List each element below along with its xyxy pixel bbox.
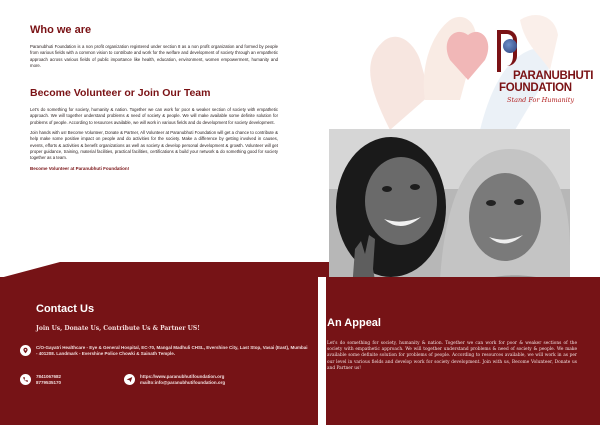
send-icon <box>124 374 135 385</box>
logo-wordmark <box>499 70 593 94</box>
phone-number-2[interactable]: 8779535170 <box>36 380 62 385</box>
appeal-text: Let's do something for society, humanity & nation. Together we can work for poor & weaker sections of the society with empathetic approach. We will together understand problems & need of society & people. We make available some definite solution for problems of people. According to resources available, we will work in as per our level in various fields and develop work for society development. Join with us, Become Volunteer, Donate us and Partner us! <box>327 341 577 371</box>
appeal-heading: An Appeal <box>327 317 381 329</box>
contact-heading: Contact Us <box>36 303 95 315</box>
web-links <box>140 374 225 386</box>
phone-numbers <box>36 374 61 386</box>
address-row <box>20 345 310 357</box>
phone-row <box>20 374 61 386</box>
foundation-logo <box>497 30 594 104</box>
web-row <box>124 374 225 386</box>
phone-number-1[interactable]: 7841067682 <box>36 374 62 379</box>
phone-icon <box>20 374 31 385</box>
volunteer-text-1: Let's do something for society, humanity & nation. Together we can work for poor & weaker section of society with empathetic approach. We will together understand problems & need of society & people. We will make available some definite solution for problems of people. According to resources available, we will work in various fields and do development for society development. <box>30 107 278 125</box>
left-content-column <box>30 24 278 171</box>
logo-tagline: Stand For Humanity <box>507 96 575 104</box>
logo-line-2: FOUNDATION <box>499 82 572 94</box>
website-link[interactable]: https://www.paranubhutifoundation.org <box>140 374 225 379</box>
volunteer-text-2: Join hands with us! Become Volunteer, Donate & Partner, All Volunteer at Paranubhuti Foundation will get a chance to contribute & help make some positive impact on people and do activities for the society. Make a difference by getting involved in causes, events, efforts & activities & benefit organizations as well as society & develop personal development & growth. Volunteer will get proper guidance, training, material facilities, practical facilities, certifications & build your network & do something good for society together as a team. <box>30 130 278 161</box>
address-text: C/O-Gayatri Healthcare - Eye & General Hospital, EC-70, Mangal Madhuli CHSL, Evershine City, Last Stop, Vasai (East), Mumbai - 401208. Landmark - Evershine Police Chowki & Sainath Temple. <box>36 345 308 356</box>
contact-tagline: Join Us, Donate Us, Contribute Us & Partner US! <box>36 325 200 332</box>
location-icon <box>20 345 31 356</box>
globe-icon <box>503 39 517 53</box>
email-link[interactable]: mailto:info@paranubhutifoundation.org <box>140 380 226 385</box>
who-we-are-heading: Who we are <box>30 24 92 36</box>
panel-divider <box>318 277 326 425</box>
volunteer-heading: Become Volunteer or Join Our Team <box>30 87 211 100</box>
who-we-are-text: Paranubhuti Foundation is a non profit organization registered under section 8 as a non profit organization and formed by people from various fields with a common vision to contribute and work for the welfare and development of society through an empathetic approach across various fields of public importance like health, education, environment, women empowerment, humanity and more. <box>30 44 278 68</box>
logo-line-1: PARANUBHUTI <box>513 70 594 82</box>
become-volunteer-link[interactable]: Become Volunteer at Paranubhuti Foundation! <box>30 165 130 171</box>
maroon-panel-top-edge <box>0 262 329 278</box>
